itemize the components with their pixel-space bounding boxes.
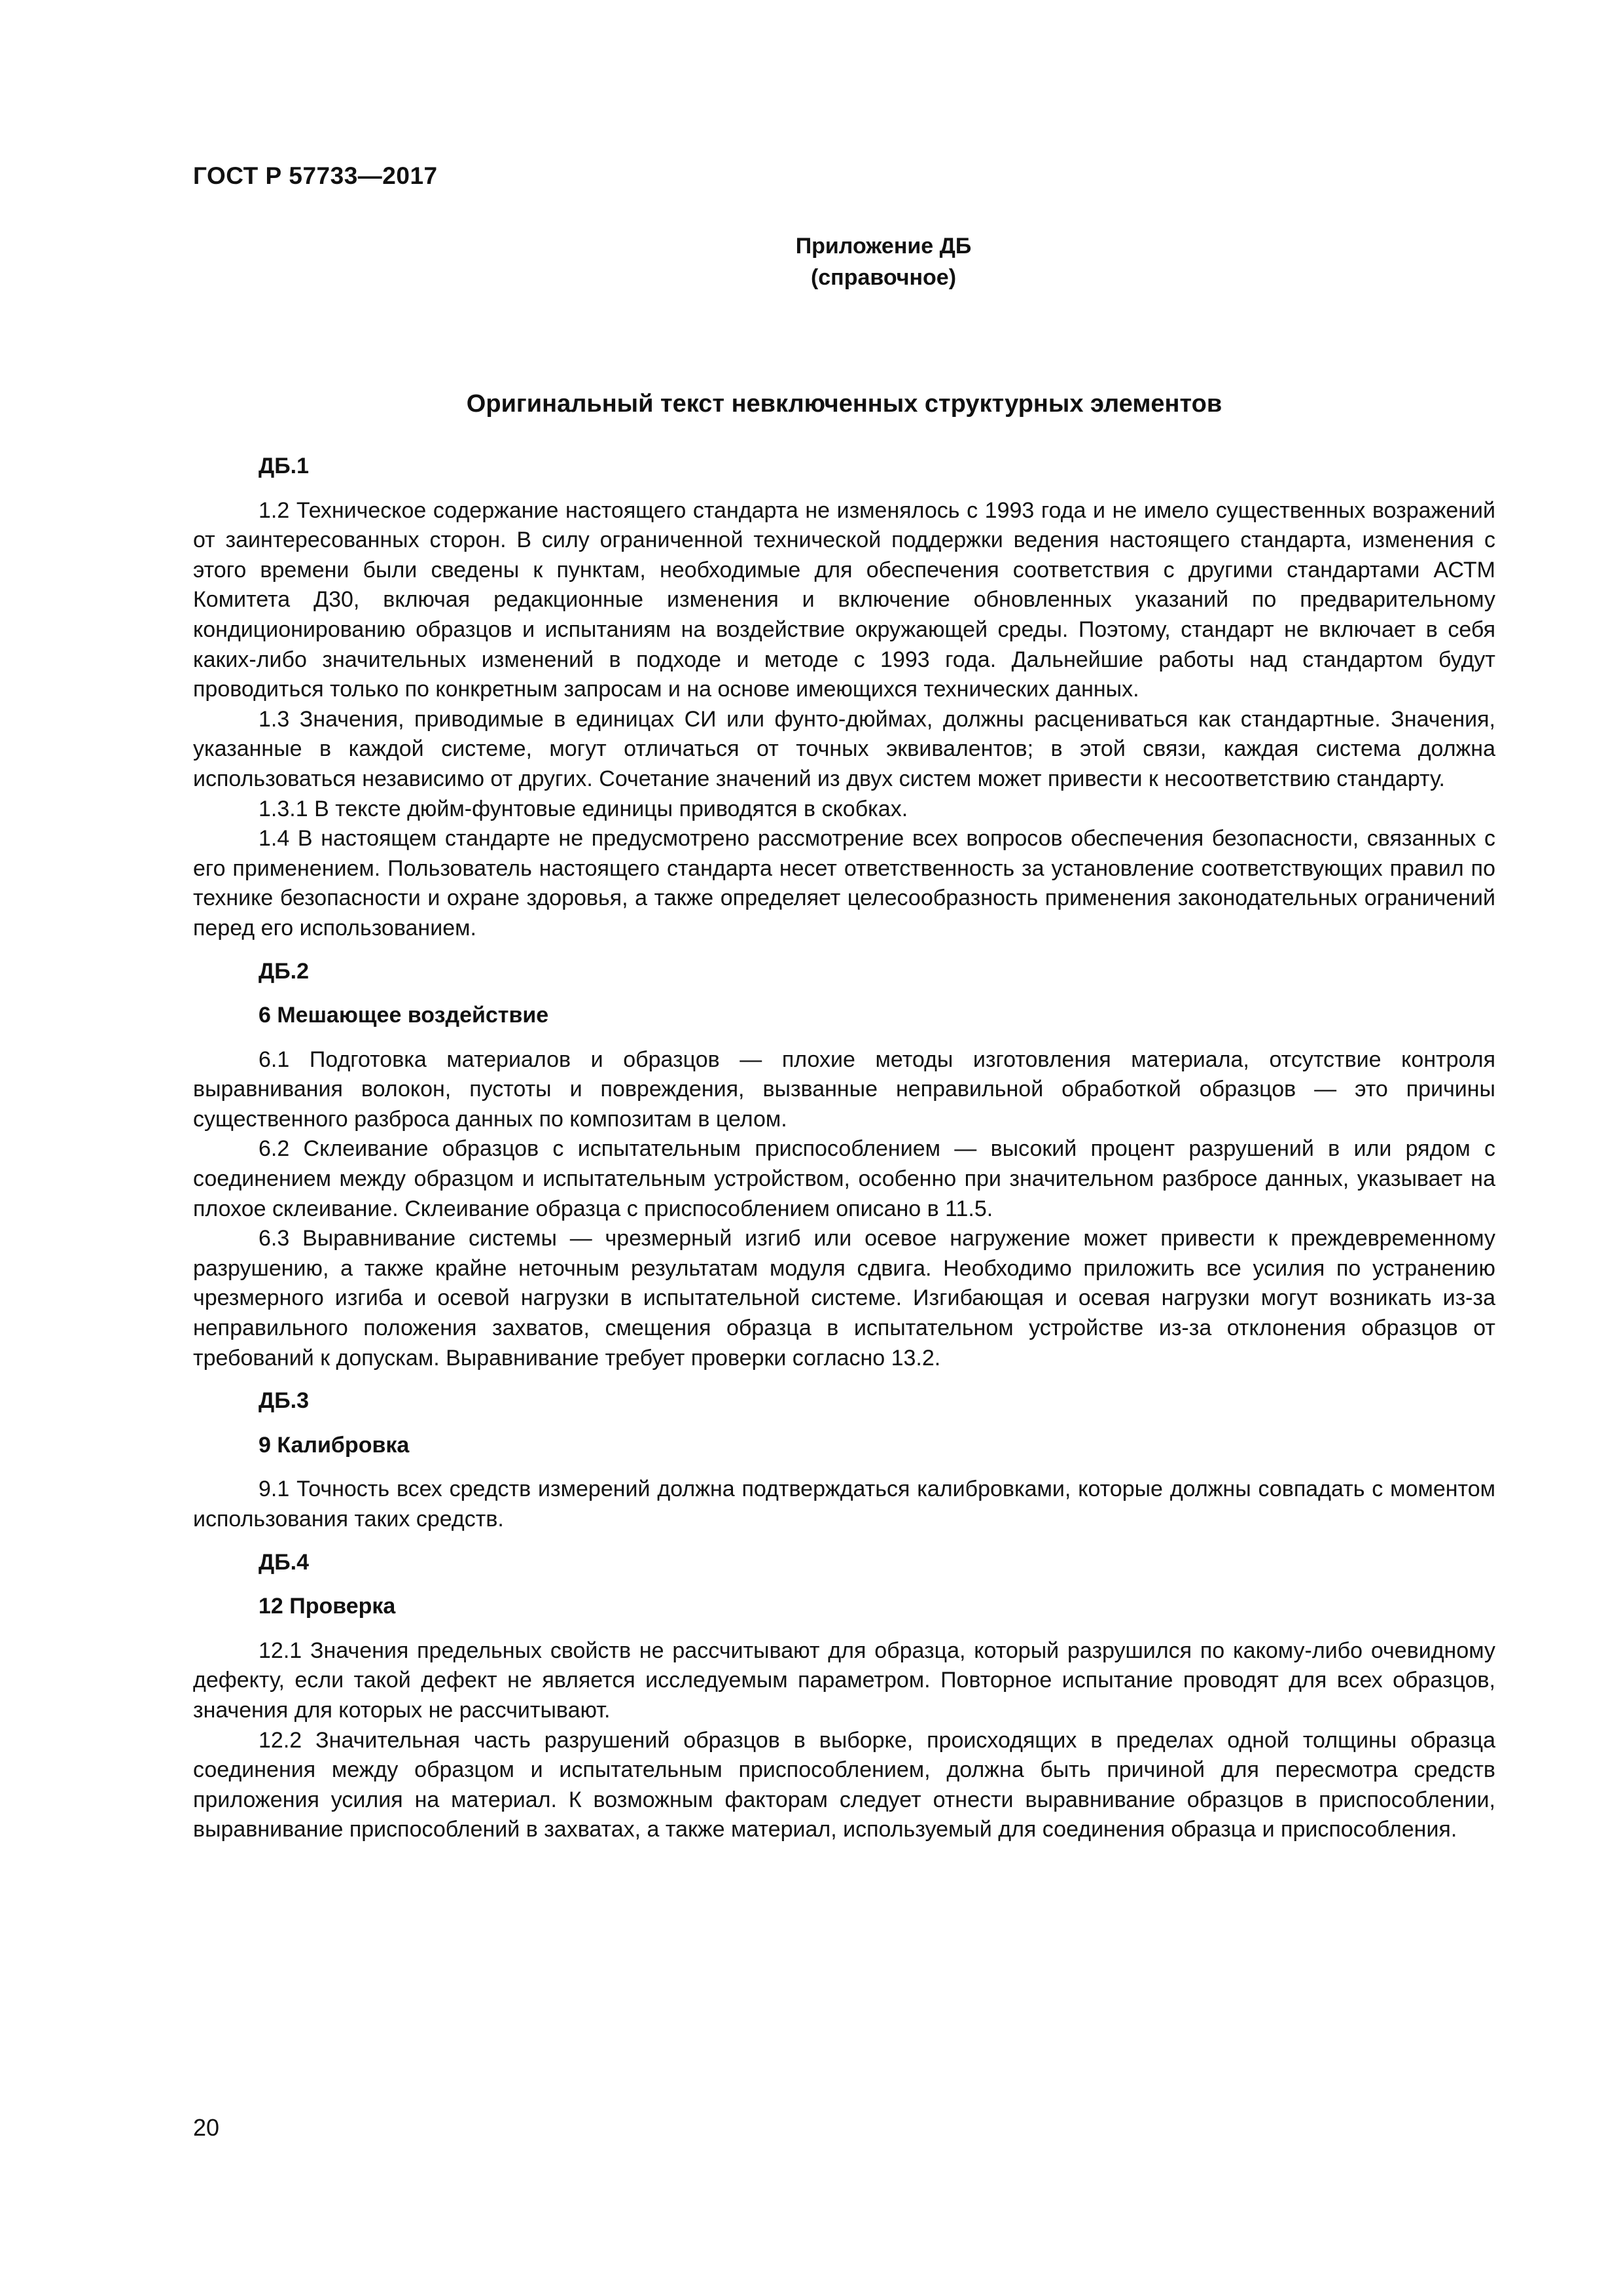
paragraph: 1.3 Значения, приводимые в единицах СИ или фунто-дюймах, должны расцениваться как стандартные. Значения, указанные в каждой системе, могут отличаться от точных эквивалентов; в этой связи, каждая система должна использоваться независимо от других. Сочетание значений из двух систем может привести к несоответствию стандарту. bbox=[193, 706, 1495, 791]
section-subtitle: 9 Калибровка bbox=[259, 1432, 410, 1458]
standard-code: ГОСТ Р 57733—2017 bbox=[193, 162, 438, 189]
paragraph: 6.3 Выравнивание системы — чрезмерный изгиб или осевое нагружение может привести к преждевременному разрушению, а также крайне неточным результатам модуля сдвига. Необходимо приложить все усилия по устранению чрезмерного изгиба и осевой нагрузки в испытательной системе. Изгибающая и осевая нагрузки могут возникать из-за неправильного положения захватов, смещения образца в испытательном устройстве из-за отклонения образцов от требований к допускам. Выравнивание требует проверки согласно 13.2. bbox=[193, 1226, 1495, 1371]
paragraph: 6.1 Подготовка материалов и образцов — плохие методы изготовления материала, отсутствие контроля выравнивания волокон, пустоты и повреждения, вызванные неправильной обработкой образцов — это причины существенного разброса данных по композитам в целом. bbox=[193, 1047, 1495, 1132]
section-subtitle: 6 Мешающее воздействие bbox=[259, 1003, 549, 1028]
annex-type: (справочное) bbox=[810, 265, 957, 290]
section-heading: ДБ.2 bbox=[259, 958, 310, 984]
section-heading: ДБ.4 bbox=[259, 1549, 310, 1575]
section-subtitle: 12 Проверка bbox=[259, 1594, 396, 1619]
paragraph: 9.1 Точность всех средств измерений должна подтверждаться калибровками, которые должны совпадать с моментом использования таких средств. bbox=[193, 1477, 1495, 1532]
page-number: 20 bbox=[193, 2114, 220, 2141]
paragraph: 1.4 В настоящем стандарте не предусмотрено рассмотрение всех вопросов обеспечения безопасности, связанных с его применением. Пользователь настоящего стандарта несет ответственность за установление соответствующих правил по технике безопасности и охране здоровья, а также определяет целесообразность применения законодательных ограничений перед его использованием. bbox=[193, 826, 1495, 941]
paragraph: 12.2 Значительная часть разрушений образцов в выборке, происходящих в пределах одной толщины образца соединения между образцом и испытательным приспособлением, должна быть причиной для пересмотра средств приложения усилия на материал. К возможным факторам следует отнести выравнивание образцов в приспособлении, выравнивание приспособлений в захватах, а также материал, используемый для соединения образца и приспособления. bbox=[193, 1727, 1495, 1842]
annex-heading bbox=[654, 230, 1113, 293]
paragraph: 1.3.1 В тексте дюйм-фунтовые единицы приводятся в скобках. bbox=[259, 796, 908, 821]
page-title: Оригинальный текст невключенных структурных элементов bbox=[466, 390, 1222, 418]
document-body bbox=[193, 452, 1495, 1845]
annex-label: Приложение ДБ bbox=[795, 234, 972, 259]
section-heading: ДБ.3 bbox=[259, 1388, 310, 1414]
section-heading: ДБ.1 bbox=[259, 454, 310, 478]
paragraph: 1.2 Техническое содержание настоящего стандарта не изменялось с 1993 года и не имело существенных возражений от заинтересованных сторон. В силу ограниченной технической поддержки ведения настоящего стандарта, изменения с этого времени были сведены к пунктам, необходимые для обеспечения соответствия с другими стандартами АСТМ Комитета Д30, включая редакционные изменения и включение обновленных указаний по предварительному кондиционированию образцов и испытаниям на воздействие окружающей среды. Поэтому, стандарт не включает в себя каких-либо значительных изменений в подходе и методе с 1993 года. Дальнейшие работы над стандартом будут проводиться только по конкретным запросам и на основе имеющихся технических данных. bbox=[193, 497, 1495, 702]
paragraph: 6.2 Склеивание образцов с испытательным приспособлением — высокий процент разрушений в или рядом с соединением между образцом и испытательным устройством, особенно при значительном разбросе данных, указывает на плохое склеивание. Склеивание образца с приспособлением описано в 11.5. bbox=[193, 1136, 1495, 1221]
paragraph: 12.1 Значения предельных свойств не рассчитывают для образца, который разрушился по какому-либо очевидному дефекту, если такой дефект не является исследуемым параметром. Повторное испытание проводят для всех образцов, значения для которых не рассчитывают. bbox=[193, 1638, 1495, 1723]
